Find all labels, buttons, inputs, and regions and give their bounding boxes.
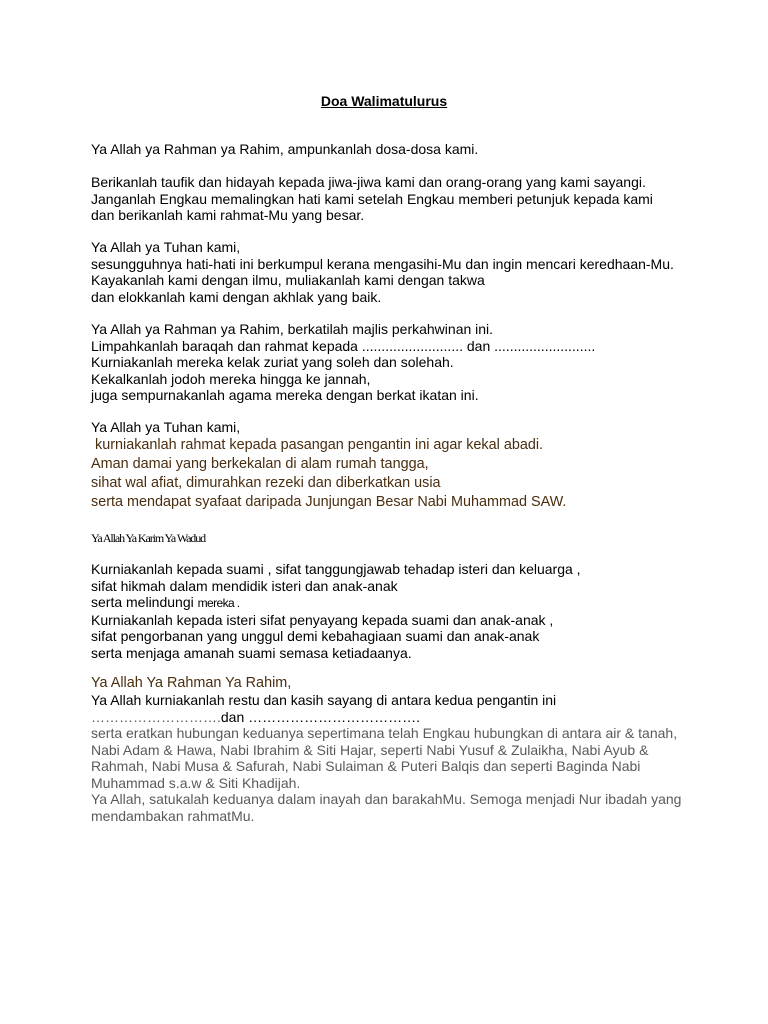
text-line: serta menjaga amanah suami semasa ketiadaanya. [91,644,412,661]
text-line: Kekalkanlah jodoh mereka hingga ke jannah, [91,370,371,387]
brown-text-line: Aman damai yang berkekalan di alam rumah tangga, [91,455,429,472]
paragraph-3 [91,239,711,305]
grey-text-line: Muhammad s.a.w & Siti Khadijah. [91,774,301,791]
paragraph-7 [91,675,711,824]
text-line: sesungguhnya hati-hati ini berkumpul kerana mengasihi-Mu dan ingin mencari keredhaan-Mu. [91,255,674,272]
grey-text-line: Nabi Adam & Hawa, Nabi Ibrahim & Siti Hajar, seperti Nabi Yusuf & Zulaikha, Nabi Ayub & [91,741,649,758]
brown-text-line: serta mendapat syafaat daripada Junjungan Besar Nabi Muhammad SAW. [91,493,567,510]
text-line: sifat hikmah dalam mendidik isteri dan anak-anak [91,577,398,594]
text-line: Ya Allah kurniakanlah restu dan kasih sayang di antara kedua pengantin ini [91,692,557,708]
text-segment-small: mereka . [197,596,240,610]
dotted-placeholder: ………………………. [91,708,221,725]
text-line: Kurniakanlah mereka kelak zuriat yang soleh dan solehah. [91,354,454,370]
paragraph-5 [91,419,711,512]
document-title: Doa Walimatulurus [320,93,448,109]
text-line: Ya Allah ya Tuhan kami, [91,239,241,255]
text-line: Berikanlah taufik dan hidayah kepada jiwa-jiwa kami dan orang-orang yang kami sayangi. [91,174,646,190]
grey-text-line: Ya Allah, satukalah keduanya dalam inayah dan barakahMu. Semoga menjadi Nur ibadah yang [91,791,682,807]
paragraph-1 [91,141,711,158]
dotted-placeholder: dan ………………………………. [220,708,421,725]
brown-text-line: sihat wal afiat, dimurahkan rezeki dan diberkatkan usia [91,474,441,491]
text-line: dan berikanlah kami rahmat-Mu yang besar. [91,207,365,223]
text-line: dan elokkanlah kami dengan akhlak yang baik. [91,288,382,305]
text-line: Ya Allah ya Rahman ya Rahim, berkatilah majlis perkahwinan ini. [91,321,494,337]
text-line: Ya Allah ya Tuhan kami, [91,419,241,435]
text-line [91,594,711,612]
text-line: Kurniakanlah kepada isteri sifat penyayang kepada suami dan anak-anak , [91,611,554,628]
brown-text-line: kurniakanlah rahmat kepada pasangan pengantin ini agar kekal abadi. [91,436,544,453]
text-line: Janganlah Engkau memalingkan hati kami setelah Engkau memberi petunjuk kepada kami [91,190,653,207]
text-segment: serta melindungi [91,594,198,610]
grey-text-line: serta eratkan hubungan keduanya sepertimana telah Engkau hubungkan di antara air & tanah, [91,725,678,741]
text-line: sifat pengorbanan yang unggul demi kebahagiaan suami dan anak-anak [91,628,540,644]
grey-text-line: mendambakan rahmatMu. [91,807,255,824]
paragraph-4 [91,321,711,404]
section-heading: Ya Allah Ya Karim Ya Wadud [91,531,206,545]
text-line: Kurniakanlah kepada suami , sifat tanggungjawab tehadap isteri dan keluarga , [91,561,581,577]
paragraph-6 [91,561,711,661]
grey-text-line: Rahmah, Nabi Musa & Safurah, Nabi Sulaiman & Puteri Balqis dan seperti Baginda Nabi [91,758,641,774]
text-line: Ya Allah ya Rahman ya Rahim, ampunkanlah dosa-dosa kami. [91,141,479,157]
text-line: juga sempurnakanlah agama mereka dengan berkat ikatan ini. [91,387,479,403]
text-line: Kayakanlah kami dengan ilmu, muliakanlah kami dengan takwa [91,272,485,288]
paragraph-6-heading [91,530,711,546]
placeholder-line [91,709,711,726]
brown-heading: Ya Allah Ya Rahman Ya Rahim, [91,675,292,691]
paragraph-2 [91,174,711,224]
text-line: Limpahkanlah baraqah dan rahmat kepada .......................... dan .......................... [91,337,596,354]
